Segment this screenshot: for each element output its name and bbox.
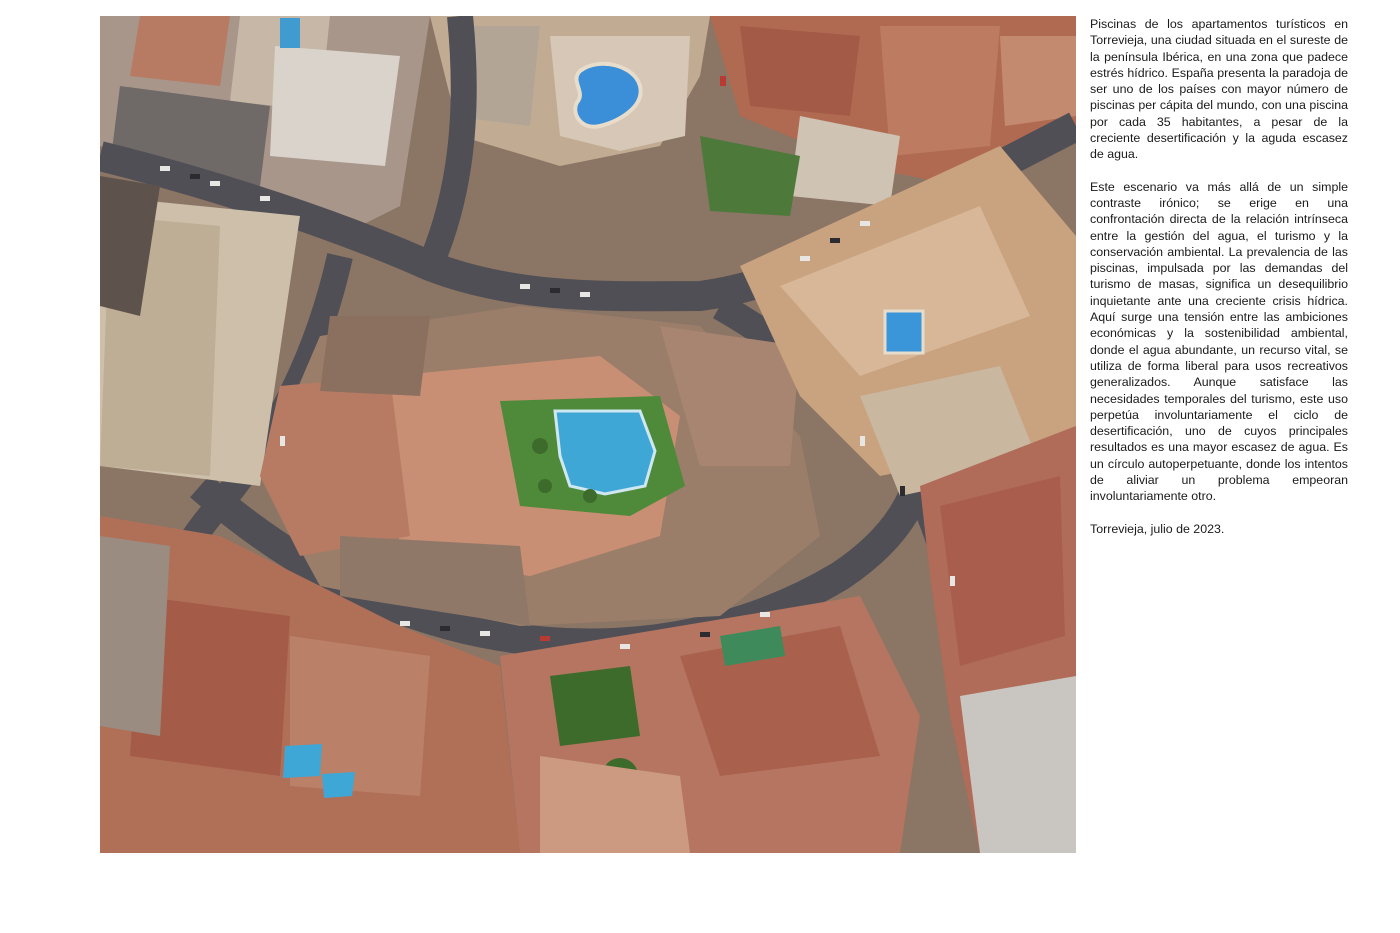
photo-caption <box>1090 16 1348 553</box>
aerial-city-illustration <box>100 16 1076 853</box>
caption-location-date: Torrevieja, julio de 2023. <box>1090 521 1225 536</box>
aerial-city-photo <box>100 16 1076 853</box>
caption-paragraph-1: Piscinas de los apartamentos turísticos en Torrevieja, una ciudad situada en el sureste de la península Ibérica, en una zona que padece estrés hídrico. España presenta la paradoja de ser uno de los países con mayor número de piscinas per cápita del mundo, con una piscina por cada 35 habitantes, a pesar de la creciente desertificación y la aguda escasez de agua. <box>1090 17 1348 162</box>
caption-paragraph-2: Este escenario va más allá de un simple contraste irónico; se erige en una confrontación directa de la relación intrínseca entre la gestión del agua, el turismo y la conservación ambiental. La prevalencia de las piscinas, impulsada por las demandas del turismo de masas, significa un desequilibrio inquietante ante una creciente crisis hídrica. Aquí surge una tensión entre las ambiciones económicas y la sostenibilidad ambiental, donde el agua abundante, un recurso vital, se utiliza de forma liberal para usos recreativos generalizados. Aunque satisface las necesidades temporales del turismo, este uso perpetúa involuntariamente el ciclo de desertificación, uno de cuyos principales resultados es una mayor escasez de agua. Es un círculo autoperpetuante, donde los intentos de aliviar un problema empeoran involuntariamente otro. <box>1090 179 1348 504</box>
